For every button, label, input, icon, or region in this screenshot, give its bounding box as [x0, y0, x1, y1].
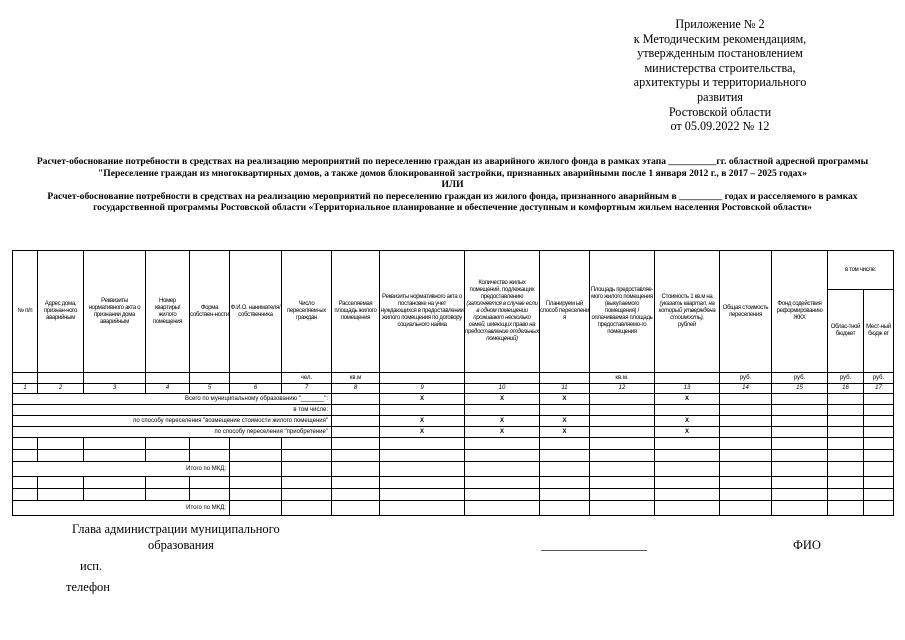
column-number: 3: [84, 384, 146, 394]
total-mkd-row: [13, 462, 894, 477]
header-address: Адрес дома, признан-ного аварийным: [38, 251, 84, 373]
column-number: 13: [655, 384, 720, 394]
phone-label: телефон: [66, 580, 110, 594]
unit-cell: [380, 373, 465, 384]
x-mark: X: [380, 394, 465, 405]
x-mark: X: [465, 394, 540, 405]
header-rooms-count-main: Количество жилых помещений, подлежащих предоставлению: [469, 280, 535, 300]
total-mkd-label: Итого по МКД:: [13, 462, 230, 477]
column-number: 15: [772, 384, 828, 394]
unit-cell: [146, 373, 190, 384]
x-mark: X: [655, 416, 720, 427]
including-label: в том числе:: [13, 405, 332, 416]
unit-cell: [230, 373, 282, 384]
header-number: № п/п: [13, 251, 38, 373]
unit-cell: руб.: [828, 373, 864, 384]
appendix-line: к Методическим рекомендациям,: [633, 31, 807, 46]
header-residents: Число переселяем-ых граждан: [282, 251, 332, 373]
appendix-line: утвержденным постановлением: [637, 46, 803, 61]
column-number: 5: [190, 384, 230, 394]
x-mark: X: [380, 416, 465, 427]
including-row: [13, 405, 894, 416]
compensation-row: [13, 416, 894, 427]
x-mark: X: [540, 394, 590, 405]
column-number: 16: [828, 384, 864, 394]
x-mark: X: [655, 427, 720, 438]
document-title: [20, 156, 885, 214]
header-price-main: Стоимость 1 кв.м на: [661, 294, 713, 300]
title-or: ИЛИ: [441, 179, 464, 191]
acquisition-label: по способу переселения "приобретение": [13, 427, 332, 438]
empty-row: [13, 438, 894, 450]
title-line-1: Расчет-обоснование потребности в средствах на реализацию мероприятий по переселению граждан из аварийного жилого фонда в рамках этапа __________гг. областной адресной программы "Переселение граждан из многоквартирных домов, а также домов блокированной застройки, признанных аварийными после 1 января 2012 г., в 2017 – 2025 годах»: [36, 156, 869, 179]
header-apartment: Номер квартиры/ жилого помещения: [146, 251, 190, 373]
unit-cell: [465, 373, 540, 384]
header-ownership: Форма собствен-ности: [190, 251, 230, 373]
x-mark: X: [465, 416, 540, 427]
column-number: 8: [332, 384, 380, 394]
acquisition-row: [13, 427, 894, 438]
empty-row: [13, 489, 894, 501]
column-number: 1: [13, 384, 38, 394]
unit-cell: руб.: [772, 373, 828, 384]
unit-cell: [655, 373, 720, 384]
column-number: 6: [230, 384, 282, 394]
unit-cell: чел.: [282, 373, 332, 384]
total-mkd-label: Итого по МКД:: [13, 501, 230, 516]
empty-row: [13, 450, 894, 462]
appendix-line: от 05.09.2022 № 12: [670, 119, 770, 134]
appendix-header: [560, 17, 880, 134]
appendix-line: Приложение № 2: [675, 17, 765, 31]
column-numbers-row: [13, 384, 894, 394]
head-title-line2: образования: [148, 538, 214, 552]
empty-row: [13, 477, 894, 489]
x-mark: X: [655, 394, 720, 405]
column-number: 17: [864, 384, 894, 394]
executor-label: исп.: [80, 559, 103, 573]
units-row: [13, 373, 894, 384]
header-area: Расселяемая площадь жилого помещения: [332, 251, 380, 373]
column-number: 2: [38, 384, 84, 394]
header-fund: Фонд содействия реформированию ЖКХ: [772, 251, 828, 373]
unit-cell: [190, 373, 230, 384]
header-owner-name: Ф.И.О. нанимателя/ собственника: [230, 251, 282, 373]
head-title-line1: Глава администрации муниципального: [72, 522, 280, 536]
calculation-table: [12, 250, 894, 516]
x-mark: X: [465, 427, 540, 438]
header-method: Планируем ый способ переселени я: [540, 251, 590, 373]
header-rooms-count: [465, 251, 540, 373]
unit-cell: кв.м: [332, 373, 380, 384]
unit-cell: [540, 373, 590, 384]
x-mark: X: [380, 427, 465, 438]
header-rooms-count-note: (заполняется в случае если в одном помещении проживают несколько семей, имеющих право на предоставление отдельных помещений): [465, 301, 539, 342]
header-price-unit: рублей: [678, 322, 696, 328]
compensation-label: по способу переселения "возмещение стоимости жилого помещения": [13, 416, 332, 427]
title-line-2: Расчет-обоснование потребности в средствах на реализацию мероприятий по переселению граждан из жилого фонда, признанного аварийным в _________ годах и расселяемого в рамках государственной программы Ростовской области «Территориальное планирование и обеспечение доступным и комфортным жильем населения Ростовской области»: [47, 190, 858, 214]
unit-cell: руб.: [720, 373, 772, 384]
total-mo-row: [13, 394, 894, 405]
header-local-budget: Мест-ный бюдж ет: [864, 290, 894, 373]
header-total-cost: Общая стоимость переселения: [720, 251, 772, 373]
signature-line: [541, 550, 647, 551]
unit-cell: руб.: [864, 373, 894, 384]
header-registration-act: Реквизиты нормативного акта о постановке на учет нуждающихся в предоставлении жилого помещения по договору социального найма: [380, 251, 465, 373]
x-mark: X: [540, 416, 590, 427]
header-including: в том числе:: [828, 251, 894, 290]
header-act: Реквизиты нормативного акта о признании дома аварийным: [84, 251, 146, 373]
appendix-line: архитектуры и территориального: [633, 75, 807, 90]
total-mkd-row: [13, 501, 894, 516]
column-number: 12: [590, 384, 655, 394]
column-number: 14: [720, 384, 772, 394]
appendix-line: министерства строительства,: [644, 60, 796, 75]
unit-cell: [84, 373, 146, 384]
unit-cell: [38, 373, 84, 384]
column-number: 10: [465, 384, 540, 394]
appendix-line: развития: [696, 89, 744, 104]
fio-label: ФИО: [793, 538, 821, 552]
appendix-line: Ростовской области: [668, 104, 772, 119]
column-number: 4: [146, 384, 190, 394]
header-price-note: (указать квартал, на который утверждена стоимость),: [658, 301, 716, 321]
column-number: 11: [540, 384, 590, 394]
total-mo-label: Всего по муниципальному образованию "_______":: [13, 394, 332, 405]
unit-cell: [13, 373, 38, 384]
unit-cell: кв.м.: [590, 373, 655, 384]
header-regional-budget: Облас-тной бюджет: [828, 290, 864, 373]
header-price-per-sqm: [655, 251, 720, 373]
column-number: 7: [282, 384, 332, 394]
header-provided-area: Площадь предоставляе-мого жилого помещения (выкупаемого помещения) / оплачиваемая площадь предоставляемо-го помещения: [590, 251, 655, 373]
column-number: 9: [380, 384, 465, 394]
x-mark: X: [540, 427, 590, 438]
